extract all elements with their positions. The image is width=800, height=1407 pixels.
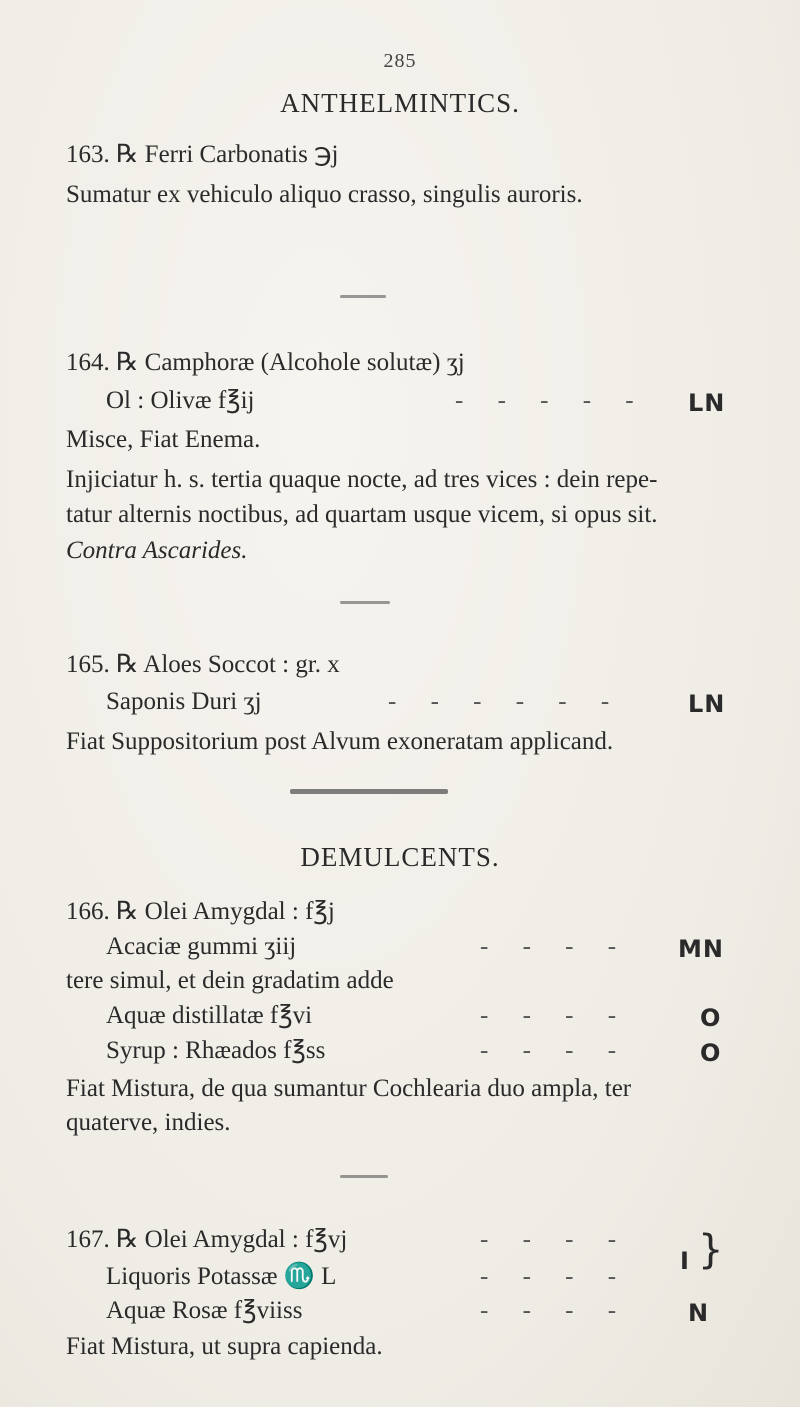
recipe-164-line-3: Misce, Fiat Enema.: [66, 426, 261, 453]
recipe-167-line-2: Liquoris Potassæ ♏ L: [106, 1263, 337, 1290]
leader-dashes: - - - -: [480, 1002, 631, 1029]
recipe-166-line-5: Syrup : Rhæados f℥ss: [106, 1037, 326, 1064]
dose-mark: O: [700, 1039, 722, 1067]
recipe-166-line-6: Fiat Mistura, de qua sumantur Cochlearia duo ampla, ter: [66, 1075, 632, 1102]
recipe-167-line-1: 167. ℞ Olei Amygdal : f℥vj: [66, 1226, 348, 1253]
recipe-163-line-2: Sumatur ex vehiculo aliquo crasso, singulis auroris.: [66, 181, 583, 208]
dose-mark: LN: [688, 389, 726, 417]
leader-dashes: - - - -: [480, 1226, 631, 1253]
dose-mark: I: [680, 1247, 690, 1275]
dose-mark: LN: [688, 690, 726, 718]
recipe-164-line-5: tatur alternis noctibus, ad quartam usque vicem, si opus sit.: [66, 501, 658, 528]
recipe-164-line-2: Ol : Olivæ f℥ij: [106, 387, 255, 414]
section-divider-rule: [290, 789, 448, 794]
recipe-166-line-2: Acaciæ gummi ʒiij: [106, 933, 297, 960]
recipe-167-line-3: Aquæ Rosæ f℥viiss: [106, 1297, 303, 1324]
divider-rule: [340, 295, 386, 298]
dose-mark: MN: [678, 935, 724, 963]
dose-mark: O: [700, 1004, 722, 1032]
brace-mark: }: [698, 1227, 724, 1273]
divider-rule: [340, 1175, 388, 1178]
leader-dashes: - - - -: [480, 1297, 631, 1324]
recipe-163-line-1: 163. ℞ Ferri Carbonatis ℈j: [66, 141, 339, 168]
leader-dashes: - - - - - -: [388, 688, 624, 715]
recipe-166-line-7: quaterve, indies.: [66, 1109, 231, 1136]
recipe-165-line-1: 165. ℞ Aloes Soccot : gr. x: [66, 651, 340, 678]
recipe-167-line-4: Fiat Mistura, ut supra capienda.: [66, 1333, 383, 1360]
page-number: 285: [383, 50, 417, 72]
leader-dashes: - - - -: [480, 1263, 631, 1290]
recipe-165-line-2: Saponis Duri ʒj: [106, 688, 262, 715]
recipe-166-line-1: 166. ℞ Olei Amygdal : f℥j: [66, 898, 335, 925]
dose-mark: N: [688, 1299, 710, 1327]
recipe-164-line-1: 164. ℞ Camphoræ (Alcohole solutæ) ʒj: [66, 349, 465, 376]
recipe-165-line-3: Fiat Suppositorium post Alvum exoneratam applicand.: [66, 728, 614, 755]
recipe-166-line-4: Aquæ distillatæ f℥vi: [106, 1002, 313, 1029]
recipe-164-line-6: Contra Ascarides.: [66, 537, 248, 564]
leader-dashes: - - - -: [480, 1037, 631, 1064]
section-title-anthelmintics: ANTHELMINTICS.: [280, 88, 520, 118]
recipe-164-line-4: Injiciatur h. s. tertia quaque nocte, ad tres vices : dein repe-: [66, 466, 658, 493]
section-title-demulcents: DEMULCENTS.: [300, 842, 500, 872]
recipe-166-line-3: tere simul, et dein gradatim adde: [66, 967, 394, 994]
leader-dashes: - - - - -: [455, 387, 648, 414]
divider-rule: [340, 601, 390, 604]
leader-dashes: - - - -: [480, 933, 631, 960]
